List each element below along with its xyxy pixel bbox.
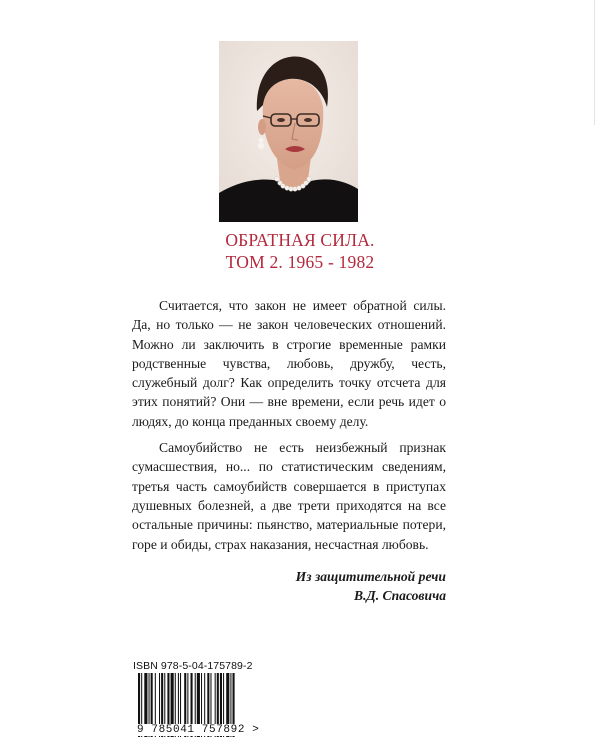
book-title-line1: ОБРАТНАЯ СИЛА. <box>225 230 375 250</box>
blurb <box>132 296 446 561</box>
spine-edge <box>594 0 595 125</box>
barcode-digits: 9 785041 757892 > <box>137 724 260 736</box>
author-photo <box>219 41 358 222</box>
attribution-line2: В.Д. Спасовича <box>353 588 446 603</box>
book-title <box>0 229 600 273</box>
book-title-line2: ТОМ 2. 1965 - 1982 <box>225 252 375 272</box>
blurb-paragraph-1: Считается, что закон не имеет обратной силы. Да, но только — не закон человеческих отношений. Можно ли заключить в строгие временные рамки родственные чувства, любовь, дружбу, честь, служебный долг? Как определить точку отсчета для этих понятий? Они — вне времени, если речь идет о людях, до конца преданных своему делу. <box>132 298 446 429</box>
quote-attribution <box>132 567 446 605</box>
isbn-label: ISBN 978-5-04-175789-2 <box>133 660 253 672</box>
attribution-line1: Из защитительной речи <box>295 569 446 584</box>
blurb-paragraph-2: Самоубийство не есть неизбежный признак сумасшествия, но... по статистическим сведениям, третья часть самоубийств совершается в приступах душевных болезней, а две трети приходятся на все остальные причины: пьянство, материальные потери, горе и обиды, страх наказания, несчастная любовь. <box>132 440 446 552</box>
